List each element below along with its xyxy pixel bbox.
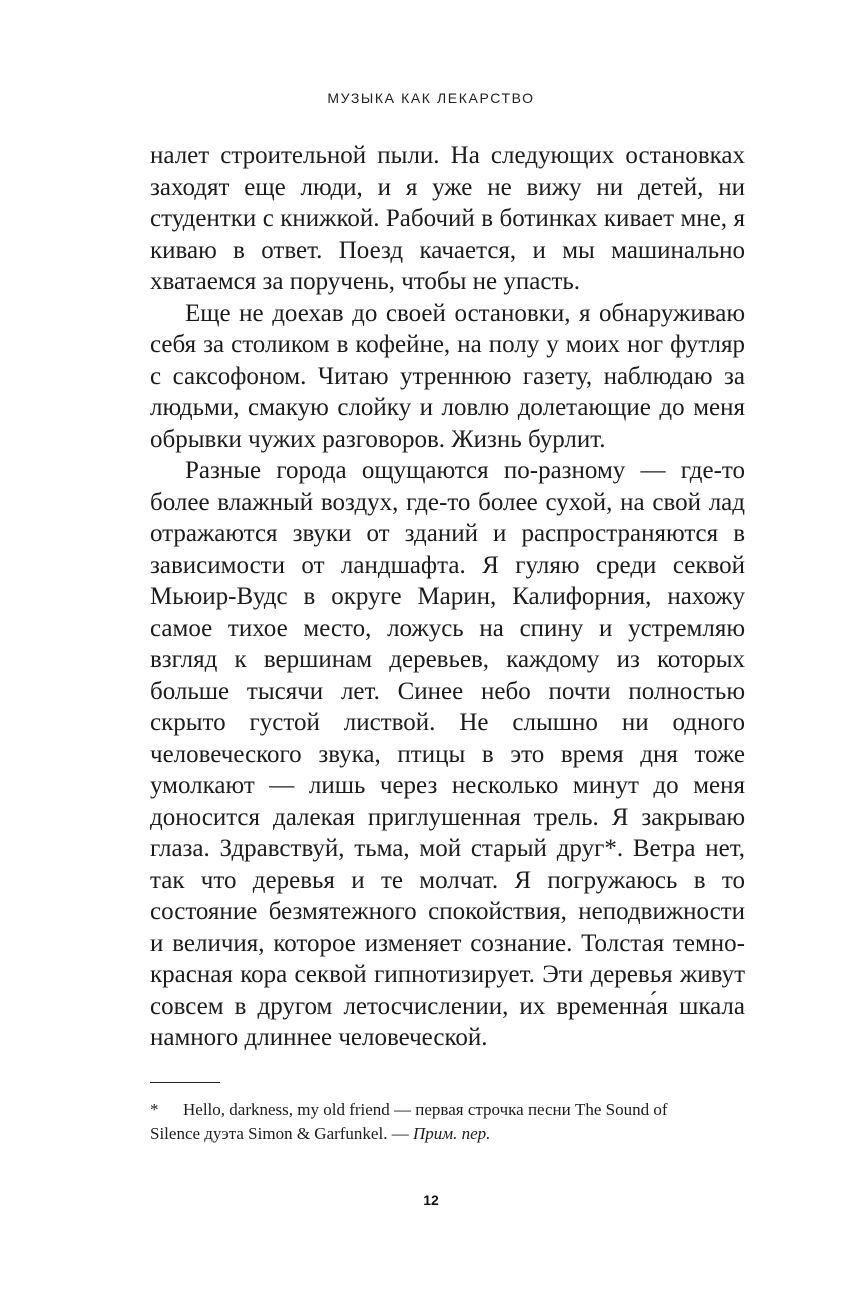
footnote-translator-note: Прим. пер. <box>412 1124 491 1143</box>
footnote-divider <box>150 1082 220 1083</box>
paragraph: налет строительной пыли. На следующих остановках заходят еще люди, и я уже не вижу ни детей, ни студентки с книжкой. Рабочий в ботинках кивает мне, я киваю в ответ. Поезд качается, и мы машинально хватаемся за поручень, чтобы не упасть. <box>150 142 745 295</box>
footnote <box>150 1098 750 1146</box>
footnote-line-1: Hello, darkness, my old friend — первая строчка песни The Sound of <box>183 1100 668 1119</box>
footnote-line-2-text: Silence дуэта Simon & Garfunkel. — <box>150 1124 413 1143</box>
footnote-marker: * <box>150 1100 159 1119</box>
paragraph: Еще не доехав до своей остановки, я обнаруживаю себя за столиком в кофейне, на полу у моих ног футляр с саксофоном. Читаю утреннюю газету, наблюдаю за людьми, смакую слойку и ловлю долетающие до меня обрывки чужих разговоров. Жизнь бурлит. <box>150 299 745 453</box>
paragraph: Разные города ощущаются по-разному — где-то более влажный воздух, где-то более сухой, на свой лад отражаются звуки от зданий и распространяются в зависимости от ландшафта. Я гуляю среди секвой Мьюир-Вудс в округе Марин, Калифорния, нахожу самое тихое место, ложусь на спину и устремляю взгляд к вершинам деревьев, каждому из которых больше тысячи лет. Синее небо почти полностью скрыто густой листвой. Не слышно ни одного человеческого звука, птицы в это время дня тоже умолкают — лишь через несколько минут до меня доносится далекая приглушенная трель. Я закрываю глаза. Здравствуй, тьма, мой старый друг*. Ветра нет, так что деревья и те молчат. Я погружаюсь в то состояние безмятежного спокойствия, неподвижности и величия, которое изменяет сознание. Толстая темно-красная кора секвой гипнотизирует. Эти деревья живут совсем в другом летосчислении, их временна́я шкала намного длиннее человеческой. <box>150 457 745 1051</box>
running-head: МУЗЫКА КАК ЛЕКАРСТВО <box>327 90 535 106</box>
main-text <box>150 140 745 1054</box>
page-number: 12 <box>423 1192 439 1208</box>
footnote-line-2 <box>150 1122 750 1146</box>
